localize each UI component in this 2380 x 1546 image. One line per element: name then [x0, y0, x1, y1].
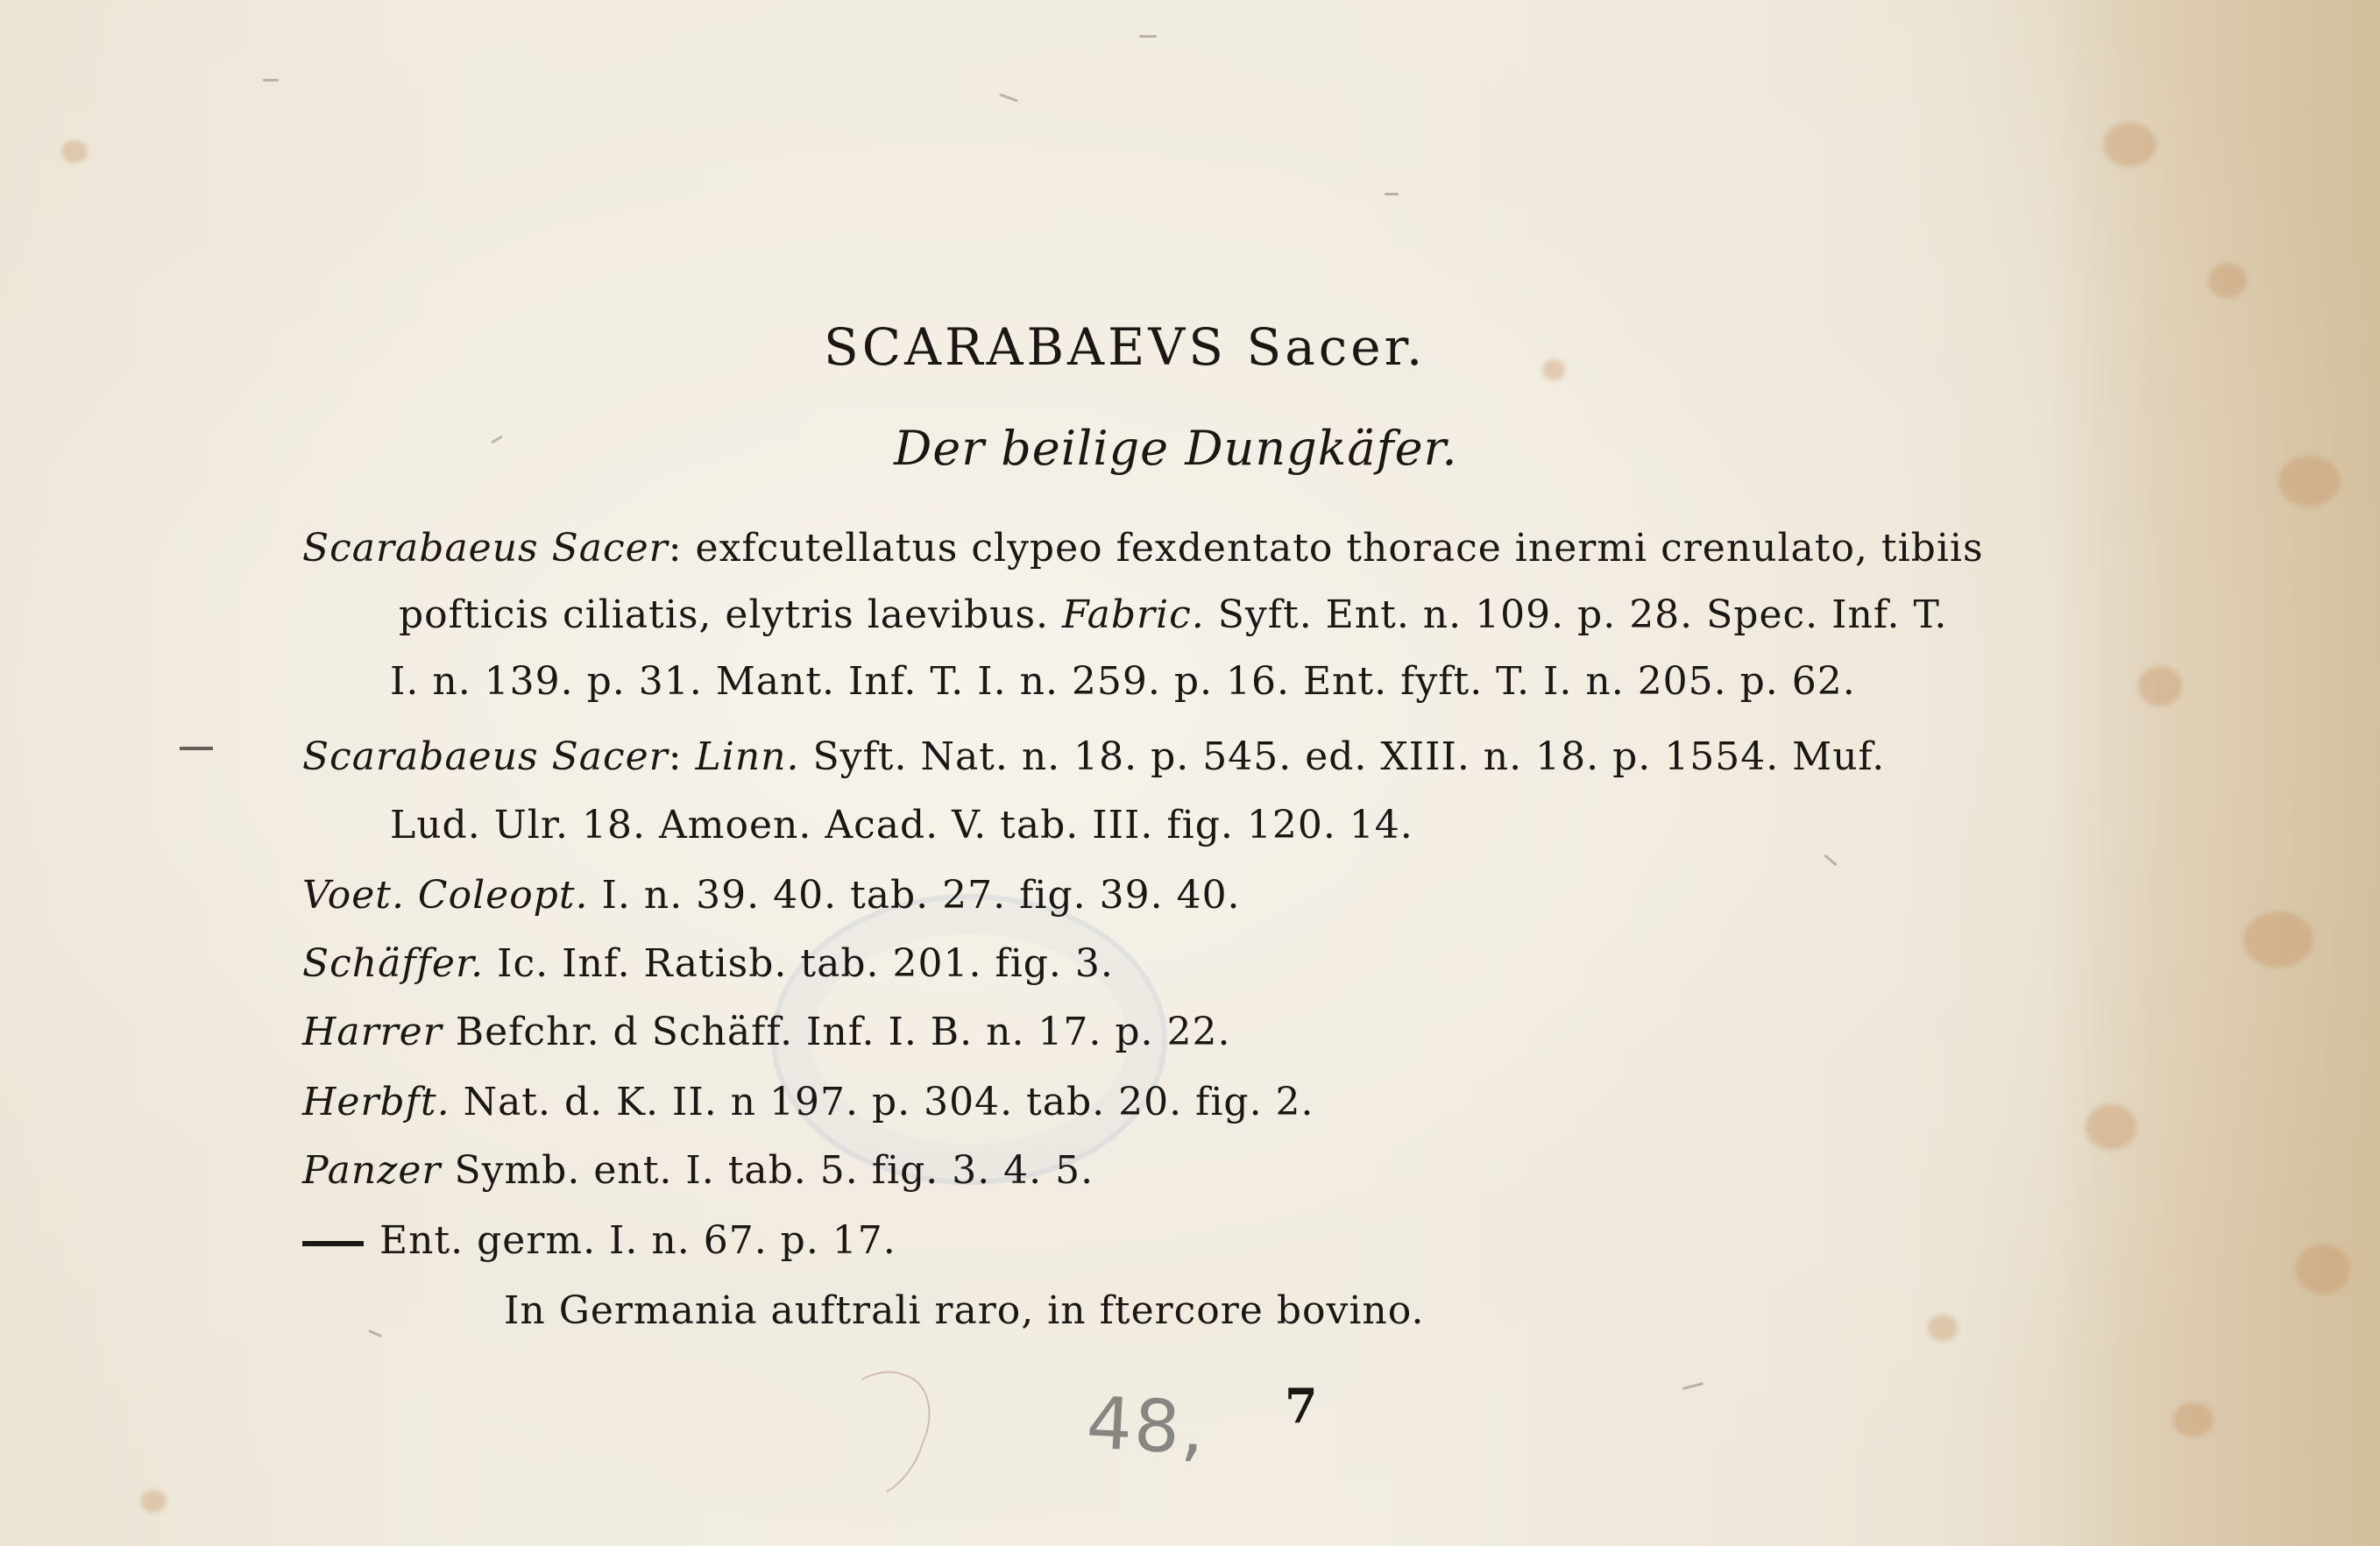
- reference-text: Nat. d. K. II. n 197. p. 304. tab. 20. fig. 2.: [463, 1080, 1314, 1124]
- foxing-spot: [1542, 359, 1565, 380]
- reference-line: [302, 1218, 896, 1263]
- reference-author: Herbft.: [302, 1080, 450, 1124]
- paper-fiber: [999, 93, 1018, 102]
- entry-text: Syft. Nat. n. 18. p. 545. ed. XIII. n. 18. p. 1554. Muf.: [812, 734, 1886, 779]
- page-title: SCARABAEVS Sacer.: [824, 317, 1427, 377]
- habitat-note: In Germania auftrali raro, in ftercore bovino.: [504, 1288, 1425, 1333]
- paper-fiber: [1139, 35, 1157, 38]
- foxing-spot: [2086, 1104, 2136, 1150]
- reference-text: Befchr. d Schäff. Inf. I. B. n. 17. p. 22.: [455, 1010, 1231, 1054]
- pencil-annotation: 48,: [1084, 1381, 1208, 1472]
- entry-1-line-1: [302, 526, 1984, 571]
- paper-fiber: [1824, 855, 1838, 867]
- reference-text: Ent. germ. I. n. 67. p. 17.: [379, 1218, 896, 1263]
- foxing-spot: [2243, 911, 2313, 968]
- reference-line: [302, 1148, 1094, 1193]
- reference-author: Panzer: [302, 1148, 442, 1193]
- entry-text: pofticis ciliatis, elytris laevibus.: [399, 592, 1050, 637]
- entry-citation: Fabric.: [1062, 592, 1205, 637]
- reference-line: [302, 1010, 1231, 1054]
- paper-fiber: [1682, 1382, 1704, 1390]
- entry-author: Scarabaeus Sacer: [302, 526, 669, 571]
- foxing-spot: [2296, 1245, 2350, 1294]
- reference-text: Symb. ent. I. tab. 5. fig. 3. 4. 5.: [454, 1148, 1094, 1193]
- entry-2-line-1: [302, 734, 1885, 779]
- entry-separator: :: [668, 526, 683, 571]
- entry-author: Scarabaeus Sacer: [302, 734, 669, 779]
- page-subtitle: Der beilige Dungkäfer.: [894, 421, 1458, 476]
- foxing-spot: [140, 1490, 166, 1513]
- paper-fiber: [263, 79, 279, 82]
- entry-citation: Linn.: [695, 734, 800, 779]
- entry-1-line-2: [399, 592, 1947, 637]
- foxing-spot: [2278, 456, 2340, 507]
- entry-text: Syft. Ent. n. 109. p. 28. Spec. Inf. T.: [1217, 592, 1948, 637]
- paper-fiber: [1385, 193, 1399, 195]
- page-number: 7: [1285, 1378, 1318, 1434]
- entry-separator: :: [668, 734, 683, 779]
- reference-text: I. n. 39. 40. tab. 27. fig. 39. 40.: [601, 873, 1241, 918]
- reference-author: Schäffer.: [302, 941, 485, 986]
- reference-line: [302, 873, 1241, 918]
- foxing-spot: [2138, 666, 2182, 706]
- foxing-spot: [2103, 123, 2156, 167]
- ditto-dash: [302, 1241, 364, 1246]
- reference-author: Harrer: [302, 1010, 443, 1054]
- paper-fiber: [491, 436, 503, 444]
- aged-edge: [2051, 0, 2380, 1546]
- reference-author: Voet. Coleopt.: [302, 873, 589, 918]
- entry-2-line-2: Lud. Ulr. 18. Amoen. Acad. V. tab. III. fig. 120. 14.: [390, 803, 1413, 847]
- margin-mark: [180, 747, 213, 750]
- reference-text: Ic. Inf. Ratisb. tab. 201. fig. 3.: [497, 941, 1114, 986]
- entry-1-line-3: I. n. 139. p. 31. Mant. Inf. T. I. n. 259. p. 16. Ent. fyft. T. I. n. 205. p. 62.: [390, 659, 1856, 704]
- foxing-spot: [1928, 1315, 1958, 1341]
- paper-fiber: [368, 1330, 382, 1337]
- reference-line: [302, 1080, 1314, 1124]
- foxing-spot: [2173, 1402, 2214, 1437]
- foxing-spot: [2208, 263, 2247, 298]
- foxing-spot: [61, 140, 88, 163]
- reference-line: [302, 941, 1114, 986]
- paper-thread: [804, 1354, 944, 1515]
- entry-text: exfcutellatus clypeo fexdentato thorace inermi crenulato, tibiis: [695, 526, 1984, 571]
